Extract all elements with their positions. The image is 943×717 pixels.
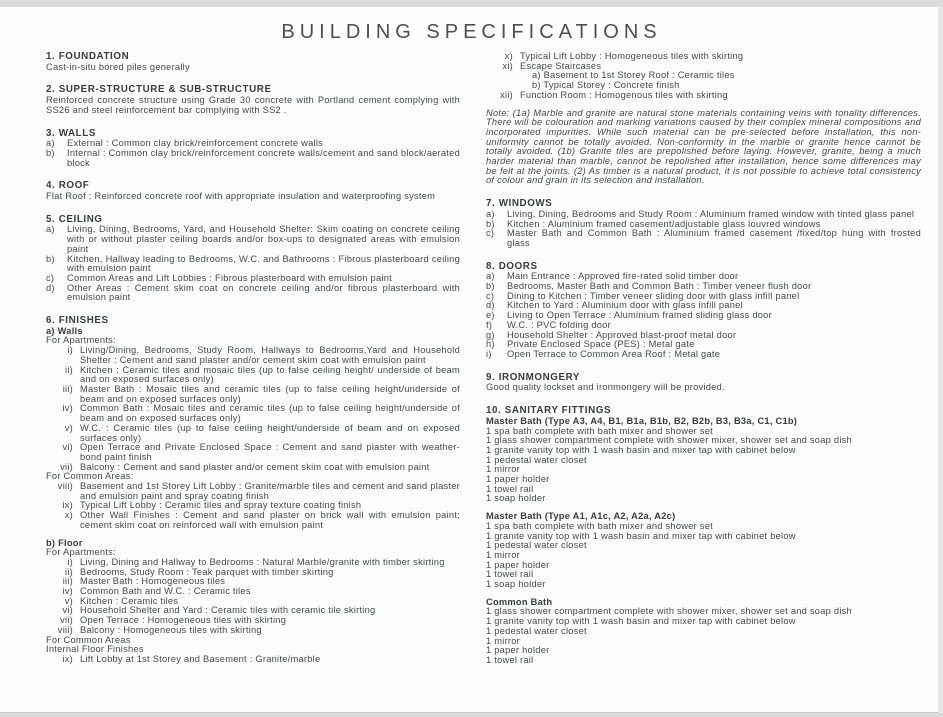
spec-section (486, 52, 921, 186)
item-text: Common Bath and W.C. : Ceramic tiles (80, 586, 251, 597)
spec-item (486, 91, 921, 101)
item-label: i) (486, 348, 492, 359)
item-label: d) (46, 282, 55, 293)
scan-edge-bottom (0, 712, 943, 717)
column-left (46, 52, 460, 679)
spec-line: 1 pedestal water closet (486, 540, 587, 551)
spec-paragraph: Flat Roof : Reinforced concrete roof with appropriate insulation and waterproofing system (46, 191, 436, 202)
item-label: b) (46, 147, 55, 158)
spec-section (46, 181, 460, 201)
item-text: Master Bath : Mosaic tiles and ceramic tiles (up to false ceiling height/underside of beam and on exposed surfaces only) (80, 383, 460, 404)
item-label: f) (486, 319, 493, 330)
item-text: Kitchen : Aluminium framed casement/adjustable glass louvred windows (507, 218, 821, 229)
item-text: Living/Dining, Bedrooms, Study Room, Hallways to Bedrooms,Yard and Household Shelter : Cement and sand plaster and/or cement skim coat with emulsion paint (80, 345, 460, 365)
spec-item (46, 511, 460, 530)
item-text: Kitchen, Hallway leading to Bedrooms, W.C. and Bathrooms : Fibrous plasterboard ceiling with emulsion paint (67, 253, 460, 274)
spec-line: 1 pedestal water closet (486, 454, 587, 465)
spec-line: 1 granite vanity top with 1 wash basin and mixer tap with cabinet below (486, 444, 796, 455)
spec-line: 1 soap holder (486, 493, 546, 504)
section-heading: 7. WINDOWS (486, 198, 553, 210)
spec-line: For Common Areas: (46, 471, 134, 482)
item-label: vii) (60, 461, 73, 472)
scan-edge-top (0, 0, 943, 7)
spec-section (486, 199, 921, 249)
item-label: c) (486, 290, 495, 301)
item-text: External : Common clay brick/reinforcement concrete walls (67, 138, 324, 149)
item-label: c) (486, 228, 495, 239)
item-text: Balcony : Cement and sand plaster and/or cement skim coat with emulsion paint (80, 461, 430, 472)
item-label: b) (486, 281, 495, 292)
item-label: x) (64, 510, 73, 521)
item-label: b) (46, 253, 55, 264)
item-label: d) (486, 300, 495, 311)
spec-line: For Common Areas (46, 634, 131, 645)
spec-line: 1 paper holder (486, 559, 550, 570)
spec-line: 1 glass shower compartment complete with shower mixer, shower set and soap dish (486, 435, 852, 446)
item-label: a) (46, 138, 55, 149)
spec-item (46, 346, 460, 365)
spec-item (46, 284, 460, 303)
item-label: c) (46, 272, 55, 283)
spec-section (486, 262, 921, 360)
spec-item (46, 404, 460, 423)
spec-section (486, 406, 921, 666)
spec-line: 1 spa bath complete with bath mixer and shower set (486, 425, 713, 436)
item-label: vi) (62, 605, 73, 616)
spec-subitem: a) Basement to 1st Storey Roof : Ceramic tiles (532, 70, 735, 81)
item-label: viii) (57, 624, 73, 635)
spec-item (46, 366, 460, 385)
item-text: Living, Dining and Hallway to Bedrooms : Natural Marble/granite with timber skirting (80, 556, 445, 567)
item-text: Typical Lift Lobby : Ceramic tiles and spray texture coating finish (80, 500, 362, 511)
content-columns (0, 44, 943, 679)
item-label: xii) (500, 89, 513, 100)
spec-line: 1 soap holder (486, 579, 546, 590)
item-text: Function Room : Homogenous tiles with skirting (520, 89, 728, 100)
spec-line: 1 granite vanity top with 1 wash basin and mixer tap with cabinet below (486, 530, 796, 541)
item-label: ix) (62, 500, 73, 511)
item-label: e) (486, 310, 495, 321)
item-label: viii) (57, 481, 73, 492)
spec-line: 1 glass shower compartment complete with shower mixer, shower set and soap dish (486, 606, 852, 617)
item-text: Balcony : Homogeneous tiles with skirting (80, 624, 262, 635)
item-label: vii) (60, 615, 73, 626)
item-text: Other Areas : Cement skim coat on concrete ceiling and/or fibrous plasterboard with emulsion paint (67, 282, 460, 303)
item-label: x) (504, 51, 513, 61)
item-label: h) (486, 339, 495, 350)
item-text: Typical Lift Lobby : Homogeneous tiles with skirting (520, 51, 744, 61)
item-text: Living to Open Terrace : Aluminium framed sliding glass door (507, 310, 772, 321)
item-label: a) (46, 224, 55, 235)
item-text: Kitchen : Ceramic tiles (80, 595, 179, 606)
item-label: g) (486, 329, 495, 340)
spec-paragraph: Good quality lockset and ironmongery will be provided. (486, 382, 725, 393)
spec-section (46, 316, 460, 665)
spec-line: Internal Floor Finishes (46, 644, 144, 655)
section-heading: 8. DOORS (486, 260, 538, 272)
section-heading: 9. IRONMONGERY (486, 371, 581, 383)
item-label: i) (67, 556, 73, 567)
section-heading: 2. SUPER-STRUCTURE & SUB-STRUCTURE (46, 84, 272, 96)
spec-line: 1 towel rail (486, 654, 534, 665)
item-text: Household Shelter : Approved blast-proof metal door (507, 329, 737, 340)
spec-item (46, 655, 460, 665)
spec-subheading: b) Floor (46, 537, 83, 548)
column-right (486, 52, 921, 679)
item-text: Living, Dining, Bedrooms and Study Room : Aluminium framed window with tinted glass panel (507, 208, 915, 219)
section-heading: 5. CEILING (46, 213, 103, 225)
item-text: Open Terrace and Private Enclosed Space : Cement and sand plaster with weather-bond paint finish (80, 442, 460, 462)
item-text: Open Terrace : Homogeneous tiles with skirting (80, 615, 287, 626)
note-paragraph: Note: (1a) Marble and granite are natural stone materials containing veins with tonality differences. There will be colouration and marking variations caused by their complex mineral compositions and incorporated impurities. While such material can be pre-selected before installation, this non-uniformity cannot be totally avoided. Non-conformity in the marble or granite hence cannot be totally avoided. (1b) Granite tiles are prepolished before laying. However, granite, being a much harder material than marble, cannot be repolished after installation, hence some differences may be felt at the joints. (2) As timber is a natural product, it is not possible to achieve total consistency of colour and grain in its selection and installation. (486, 107, 921, 186)
item-text: Other Wall Finishes : Cement and sand plaster on brick wall with emulsion paint; cement skim coat on reinforced wall with emulsion paint (80, 510, 460, 530)
item-text: Lift Lobby at 1st Storey and Basement : Granite/marble (80, 653, 321, 664)
spec-line: 1 granite vanity top with 1 wash basin and mixer tap with cabinet below (486, 616, 796, 627)
spec-item (46, 482, 460, 501)
item-label: xi) (502, 60, 513, 71)
spec-line: 1 towel rail (486, 483, 534, 494)
item-text: Living, Dining, Bedrooms, Yard, and Household Shelter: Skim coating on concrete ceiling with or without plaster ceiling boards and/or box-ups to designated areas with emulsion paint (67, 224, 460, 254)
spec-line: 1 pedestal water closet (486, 625, 587, 636)
spec-section (486, 373, 921, 393)
item-text: Kitchen to Yard : Aluminium door with glass infill panel (507, 300, 743, 311)
item-text: Household Shelter and Yard : Ceramic tiles with ceramic tile skirting (80, 605, 376, 616)
spec-subheading: Master Bath (Type A1, A1c, A2, A2a, A2c) (486, 511, 676, 522)
item-text: Master Bath and Common Bath : Aluminium framed casement /fixed/top hung with frosted glass (507, 228, 921, 248)
item-text: Dining to Kitchen : Timber veneer sliding door with glass infill panel (507, 290, 800, 301)
spec-line: 1 paper holder (486, 474, 550, 485)
item-text: Bedrooms, Master Bath and Common Bath : Timber veneer flush door (507, 281, 812, 292)
spec-line: 1 mirror (486, 464, 521, 475)
item-label: v) (64, 595, 73, 606)
spec-section (46, 129, 460, 169)
item-text: Open Terrace to Common Area Roof : Metal gate (507, 348, 721, 359)
spec-section (46, 85, 460, 115)
item-label: iv) (62, 403, 73, 414)
item-text: Bedrooms, Study Room : Teak parquet with timber skirting (80, 566, 334, 577)
spec-subitem: b) Typical Storey : Concrete finish (532, 80, 680, 91)
section-heading: 1. FOUNDATION (46, 51, 130, 62)
item-label: ii) (65, 566, 73, 577)
spec-subheading: a) Walls (46, 325, 83, 336)
spec-paragraph: Cast-in-situ bored piles generally (46, 61, 190, 72)
item-label: a) (486, 271, 495, 282)
spec-item (46, 424, 460, 443)
item-text: Escape Staircases (520, 60, 602, 71)
item-label: iii) (62, 576, 73, 587)
spec-line: 1 spa bath complete with bath mixer and shower set (486, 520, 713, 531)
item-text: W.C. : PVC folding door (507, 319, 611, 330)
item-label: iii) (62, 383, 73, 394)
item-text: Common Areas and Lift Lobbies : Fibrous plasterboard with emulsion paint (67, 272, 392, 283)
spec-line: For Apartments: (46, 547, 116, 558)
spec-subheading: Master Bath (Type A3, A4, B1, B1a, B1b, B2, B2b, B3, B3a, C1, C1b) (486, 415, 798, 426)
item-label: b) (486, 218, 495, 229)
spec-item (46, 385, 460, 404)
section-heading: 10. SANITARY FITTINGS (486, 405, 612, 417)
spec-paragraph: Reinforced concrete structure using Grade 30 concrete with Portland cement complying with SS26 and steel reinforcement bar complying with SS2 . (46, 95, 460, 115)
item-text: Common Bath : Mosaic tiles and ceramic tiles (up to false ceiling height/underside of beam and on exposed surfaces only) (80, 403, 460, 424)
item-text: Kitchen : Ceramic tiles and mosaic tiles (up to false ceiling height/ underside of beam and on exposed surfaces only) (80, 364, 460, 385)
spec-item (486, 229, 921, 248)
item-text: Main Entrance : Approved fire-rated solid timber door (507, 271, 739, 282)
item-label: ix) (62, 653, 73, 664)
section-heading: 6. FINISHES (46, 315, 109, 327)
section-heading: 4. ROOF (46, 180, 90, 192)
spec-item (46, 149, 460, 168)
spec-section (46, 215, 460, 303)
spec-section (46, 52, 460, 72)
item-text: Private Enclosed Space (PES) : Metal gate (507, 339, 695, 350)
item-label: v) (64, 422, 73, 433)
spec-line: 1 paper holder (486, 645, 550, 656)
page-title: BUILDING SPECIFICATIONS (281, 21, 662, 43)
section-heading: 3. WALLS (46, 127, 96, 139)
item-text: Basement and 1st Storey Lift Lobby : Granite/marble tiles and cement and sand plaster and emulsion paint and spray coating finish (80, 481, 460, 501)
spec-line: 1 mirror (486, 549, 521, 560)
spec-item (46, 255, 460, 274)
spec-item (486, 350, 921, 360)
item-label: iv) (62, 586, 73, 597)
item-text: Master Bath : Homogeneous tiles (80, 576, 226, 587)
spec-item (46, 225, 460, 254)
spec-line: For Apartments: (46, 335, 116, 346)
spec-item (46, 443, 460, 462)
item-label: ii) (65, 364, 73, 375)
spec-line: 1 towel rail (486, 569, 534, 580)
spec-subheading: Common Bath (486, 596, 553, 607)
item-label: a) (486, 208, 495, 219)
scan-edge-right (938, 7, 943, 713)
item-label: vi) (62, 442, 73, 453)
spec-line: 1 mirror (486, 635, 521, 646)
item-label: i) (67, 345, 73, 356)
item-text: W.C. : Ceramic tiles (up to false ceiling height/underside of beam and on exposed surfaces only) (80, 422, 460, 443)
item-text: Internal : Common clay brick/reinforcement concrete walls/cement and sand block/aerated block (67, 147, 460, 168)
